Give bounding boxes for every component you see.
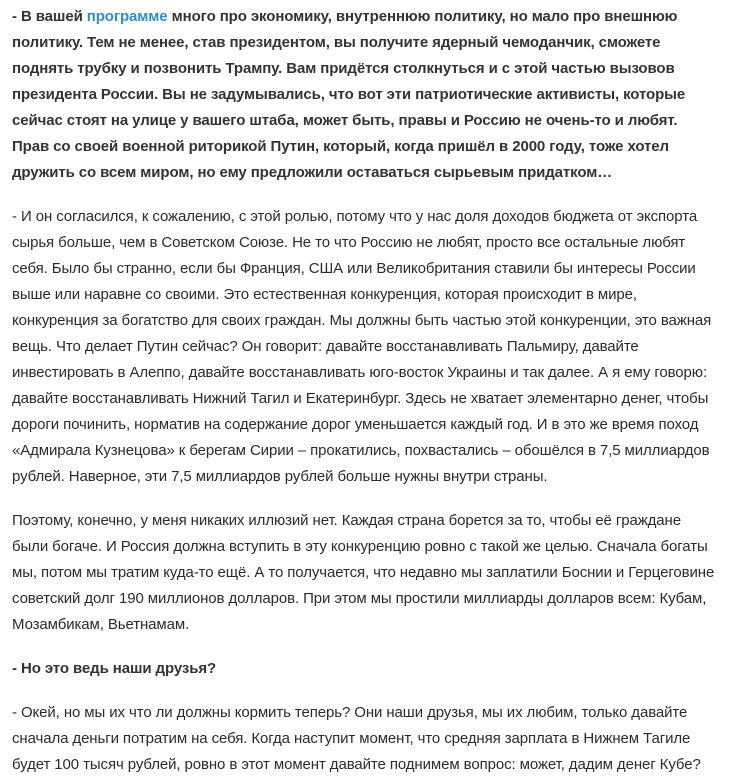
- question-1-text: много про экономику, внутреннюю политику, но мало про внешнюю политику. Тем не менее, став президентом, вы получите ядерный чемоданчик, сможете поднять трубку и позвонить Трампу. Вам придётся столкнуться и с этой частью вызовов президента России. Вы не задумывались, что вот эти патриотические активисты, которые сейчас стоят на улице у вашего штаба, может быть, правы и Россию не очень-то и любят. Прав со своей военной риторикой Путин, который, когда пришёл в 2000 году, тоже хотел дружить со всем миром, но ему предложили оставаться сырьевым придатком…: [12, 8, 686, 181]
- answer-paragraph-2: Поэтому, конечно, у меня никаких иллюзий нет. Каждая страна борется за то, чтобы её граждане были богаче. И Россия должна вступить в эту конкуренцию ровно с такой же целью. Сначала богаты мы, потом мы тратим куда-то ещё. А то получается, что недавно мы заплатили Боснии и Герцеговине советский долг 190 миллионов долларов. При этом мы простили миллиарды долларов всем: Кубам, Мозамбикам, Вьетнамам.: [12, 512, 715, 633]
- question-paragraph-1: [12, 4, 718, 186]
- program-link[interactable]: программе: [86, 8, 168, 25]
- question-1-lead: - В вашей: [12, 8, 87, 25]
- question-paragraph-2: - Но это ведь наши друзья?: [12, 660, 217, 677]
- answer-paragraph-1: - И он согласился, к сожалению, с этой ролью, потому что у нас доля доходов бюджета от экспорта сырья больше, чем в Советском Союзе. Не то что Россию не любят, просто все остальные любят себя. Было бы странно, если бы Франция, США или Великобритания ставили бы интересы России выше или наравне со своими. Это естественная конкуренция, которая происходит в мире, конкуренция за богатство для своих граждан. Мы должны быть частью этой конкуренции, это важная вещь. Что делает Путин сейчас? Он говорит: давайте восстанавливать Пальмиру, давайте инвестировать в Алеппо, давайте восстанавливать юго-восток Украины и так далее. А я ему говорю: давайте восстанавливать Нижний Тагил и Екатеринбург. Здесь не хватает элементарно денег, чтобы дороги починить, норматив на содержание дорог уменьшается каждый год. И в это же время поход «Адмирала Кузнецова» к берегам Сирии – прокатились, похвастались – обошёлся в 7,5 миллиардов рублей. Наверное, эти 7,5 миллиардов рублей больше нужны внутри страны.: [12, 208, 712, 485]
- answer-paragraph-3: - Окей, но мы их что ли должны кормить теперь? Они наши друзья, мы их любим, только давайте сначала деньги потратим на себя. Когда наступит момент, что средняя зарплата в Нижнем Тагиле будет 100 тысяч рублей, ровно в этот момент давайте поднимем вопрос: может, дадим денег Кубе?: [12, 704, 701, 773]
